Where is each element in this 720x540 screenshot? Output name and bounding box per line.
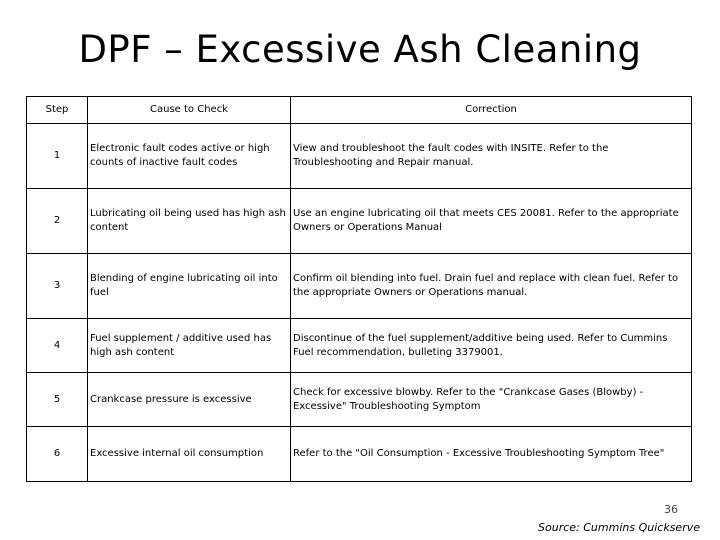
- step-cell: 5: [27, 373, 88, 427]
- correction-cell: View and troubleshoot the fault codes with INSITE. Refer to the Troubleshooting and Repair manual.: [291, 124, 692, 189]
- step-cell: 2: [27, 189, 88, 254]
- cause-cell: Fuel supplement / additive used has high ash content: [88, 319, 291, 373]
- slide-title: DPF – Excessive Ash Cleaning: [78, 28, 642, 71]
- table-row: [27, 373, 692, 427]
- header-cause: Cause to Check: [88, 97, 291, 124]
- page-number: 36: [664, 503, 678, 516]
- table-row: [27, 189, 692, 254]
- correction-cell: Refer to the "Oil Consumption - Excessive Troubleshooting Symptom Tree": [291, 427, 692, 482]
- table-row: [27, 427, 692, 482]
- step-cell: 3: [27, 254, 88, 319]
- correction-cell: Discontinue of the fuel supplement/additive being used. Refer to Cummins Fuel recommendation, bulleting 3379001.: [291, 319, 692, 373]
- cause-cell: Excessive internal oil consumption: [88, 427, 291, 482]
- step-cell: 1: [27, 124, 88, 189]
- cause-cell: Lubricating oil being used has high ash content: [88, 189, 291, 254]
- step-cell: 4: [27, 319, 88, 373]
- troubleshooting-table: [26, 96, 692, 482]
- correction-cell: Check for excessive blowby. Refer to the "Crankcase Gases (Blowby) - Excessive" Troubleshooting Symptom: [291, 373, 692, 427]
- correction-cell: Confirm oil blending into fuel. Drain fuel and replace with clean fuel. Refer to the appropriate Owners or Operations manual.: [291, 254, 692, 319]
- header-step: Step: [27, 97, 88, 124]
- table-header-row: [27, 97, 692, 124]
- cause-cell: Crankcase pressure is excessive: [88, 373, 291, 427]
- table-row: [27, 319, 692, 373]
- table-row: [27, 124, 692, 189]
- step-cell: 6: [27, 427, 88, 482]
- correction-cell: Use an engine lubricating oil that meets CES 20081. Refer to the appropriate Owners or Operations Manual: [291, 189, 692, 254]
- cause-cell: Blending of engine lubricating oil into fuel: [88, 254, 291, 319]
- cause-cell: Electronic fault codes active or high counts of inactive fault codes: [88, 124, 291, 189]
- table-row: [27, 254, 692, 319]
- source-credit: Source: Cummins Quickserve: [538, 521, 700, 534]
- header-correction: Correction: [291, 97, 692, 124]
